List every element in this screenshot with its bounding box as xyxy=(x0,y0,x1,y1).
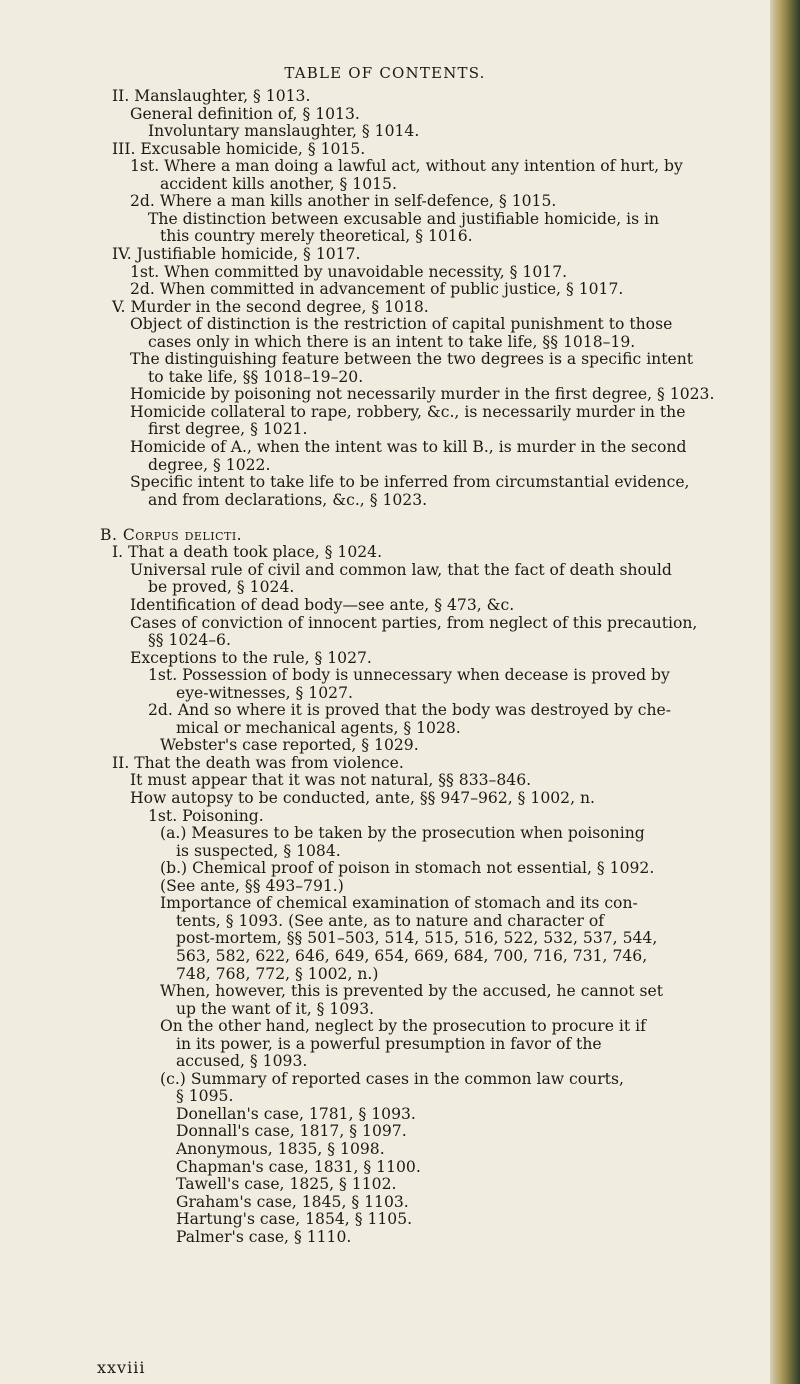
contents-line: Identification of dead body—see ante, § 473, &c. xyxy=(130,595,515,614)
contents-line: §§ 1024–6. xyxy=(148,631,231,650)
contents-line: accident kills another, § 1015. xyxy=(160,174,397,193)
contents-line: accused, § 1093. xyxy=(176,1052,308,1071)
contents-line: Specific intent to take life to be inferred from circumstantial evidence, xyxy=(130,473,690,492)
contents-line: Universal rule of civil and common law, that the fact of death should xyxy=(130,560,672,579)
contents-line: § 1095. xyxy=(176,1087,234,1106)
contents-line: How autopsy to be conducted, ante, §§ 947–962, § 1002, n. xyxy=(130,789,596,807)
contents-line: 2d. Where a man kills another in self-defence, § 1015. xyxy=(130,192,557,211)
contents-line: cases only in which there is an intent to take life, §§ 1018–19. xyxy=(148,332,636,351)
contents-line: 1st. When committed by unavoidable necessity, § 1017. xyxy=(130,262,568,281)
contents-line: 748, 768, 772, § 1002, n.) xyxy=(176,964,379,983)
contents-line: 563, 582, 622, 646, 649, 654, 669, 684, 700, 716, 731, 746, xyxy=(176,946,648,965)
contents-line: degree, § 1022. xyxy=(148,455,271,474)
contents-line: Importance of chemical examination of stomach and its con- xyxy=(160,894,638,913)
contents-line: be proved, § 1024. xyxy=(148,578,295,597)
contents-line: Object of distinction is the restriction of capital punishment to those xyxy=(130,315,673,334)
contents-line: It must appear that it was not natural, §§ 833–846. xyxy=(130,771,532,790)
contents-line: Donnall's case, 1817, § 1097. xyxy=(176,1122,407,1141)
contents-line: (c.) Summary of reported cases in the common law courts, xyxy=(160,1069,624,1088)
contents-line: Hartung's case, 1854, § 1105. xyxy=(176,1210,413,1229)
page-header: TABLE OF CONTENTS. xyxy=(284,64,486,82)
contents-line: The distinction between excusable and justifiable homicide, is in xyxy=(148,209,660,228)
contents-line: Homicide collateral to rape, robbery, &c., is necessarily murder in the xyxy=(130,402,686,421)
contents-line: Webster's case reported, § 1029. xyxy=(160,736,419,755)
contents-line: 2d. When committed in advancement of public justice, § 1017. xyxy=(130,280,624,299)
contents-line: Exceptions to the rule, § 1027. xyxy=(130,648,372,667)
contents-line: this country merely theoretical, § 1016. xyxy=(160,227,473,246)
contents-line: (a.) Measures to be taken by the prosecution when poisoning xyxy=(160,824,645,843)
contents-line: 1st. Possession of body is unnecessary when decease is proved by xyxy=(148,666,670,685)
contents-line: 1st. Where a man doing a lawful act, without any intention of hurt, by xyxy=(130,157,683,176)
contents-line: IV. Justifiable homicide, § 1017. xyxy=(112,244,361,263)
contents-line: I. That a death took place, § 1024. xyxy=(112,543,383,562)
contents-line: Homicide of A., when the intent was to kill B., is murder in the second xyxy=(130,438,687,456)
contents-line: mical or mechanical agents, § 1028. xyxy=(176,718,461,737)
contents-line: 2d. And so where it is proved that the body was destroyed by che- xyxy=(148,701,671,720)
contents-line: Donellan's case, 1781, § 1093. xyxy=(176,1104,416,1123)
contents-line: When, however, this is prevented by the accused, he cannot set xyxy=(160,982,663,1001)
contents-line: Tawell's case, 1825, § 1102. xyxy=(176,1175,397,1194)
contents-line: Involuntary manslaughter, § 1014. xyxy=(148,122,420,141)
page-number: xxviii xyxy=(97,1358,146,1377)
contents-line: Homicide by poisoning not necessarily murder in the first degree, § 1023. xyxy=(130,385,715,404)
contents-line: tents, § 1093. (See ante, as to nature and character of xyxy=(176,911,605,930)
contents-line: Cases of conviction of innocent parties, from neglect of this precaution, xyxy=(130,613,698,632)
contents-line: Anonymous, 1835, § 1098. xyxy=(176,1140,385,1158)
contents-line: II. That the death was from violence. xyxy=(112,753,404,772)
contents-line: V. Murder in the second degree, § 1018. xyxy=(112,297,429,316)
contents-line: and from declarations, &c., § 1023. xyxy=(148,490,428,509)
contents-line: (b.) Chemical proof of poison in stomach not essential, § 1092. xyxy=(160,859,655,878)
contents-line: up the want of it, § 1093. xyxy=(176,999,375,1018)
page-edge xyxy=(770,0,800,1384)
contents-line: The distinguishing feature between the two degrees is a specific intent xyxy=(130,350,694,369)
contents-line: Graham's case, 1845, § 1103. xyxy=(176,1192,409,1211)
contents-line: is suspected, § 1084. xyxy=(176,841,341,860)
section-heading: B. Corpus delicti. xyxy=(100,525,243,544)
contents-line: first degree, § 1021. xyxy=(148,420,308,439)
contents-line: On the other hand, neglect by the prosecution to procure it if xyxy=(160,1017,646,1036)
contents-line: (See ante, §§ 493–791.) xyxy=(160,876,344,895)
contents-line: Chapman's case, 1831, § 1100. xyxy=(176,1157,421,1176)
contents-line: III. Excusable homicide, § 1015. xyxy=(112,139,366,158)
contents-line: in its power, is a powerful presumption in favor of the xyxy=(176,1034,602,1053)
contents-line: 1st. Poisoning. xyxy=(148,806,264,825)
contents-line: to take life, §§ 1018–19–20. xyxy=(148,367,364,386)
contents-line: post-mortem, §§ 501–503, 514, 515, 516, 522, 532, 537, 544, xyxy=(176,929,658,948)
contents-line: eye-witnesses, § 1027. xyxy=(176,683,353,702)
contents-line: General definition of, § 1013. xyxy=(130,104,360,123)
contents-line: Palmer's case, § 1110. xyxy=(176,1227,352,1246)
contents-line: II. Manslaughter, § 1013. xyxy=(112,87,311,105)
